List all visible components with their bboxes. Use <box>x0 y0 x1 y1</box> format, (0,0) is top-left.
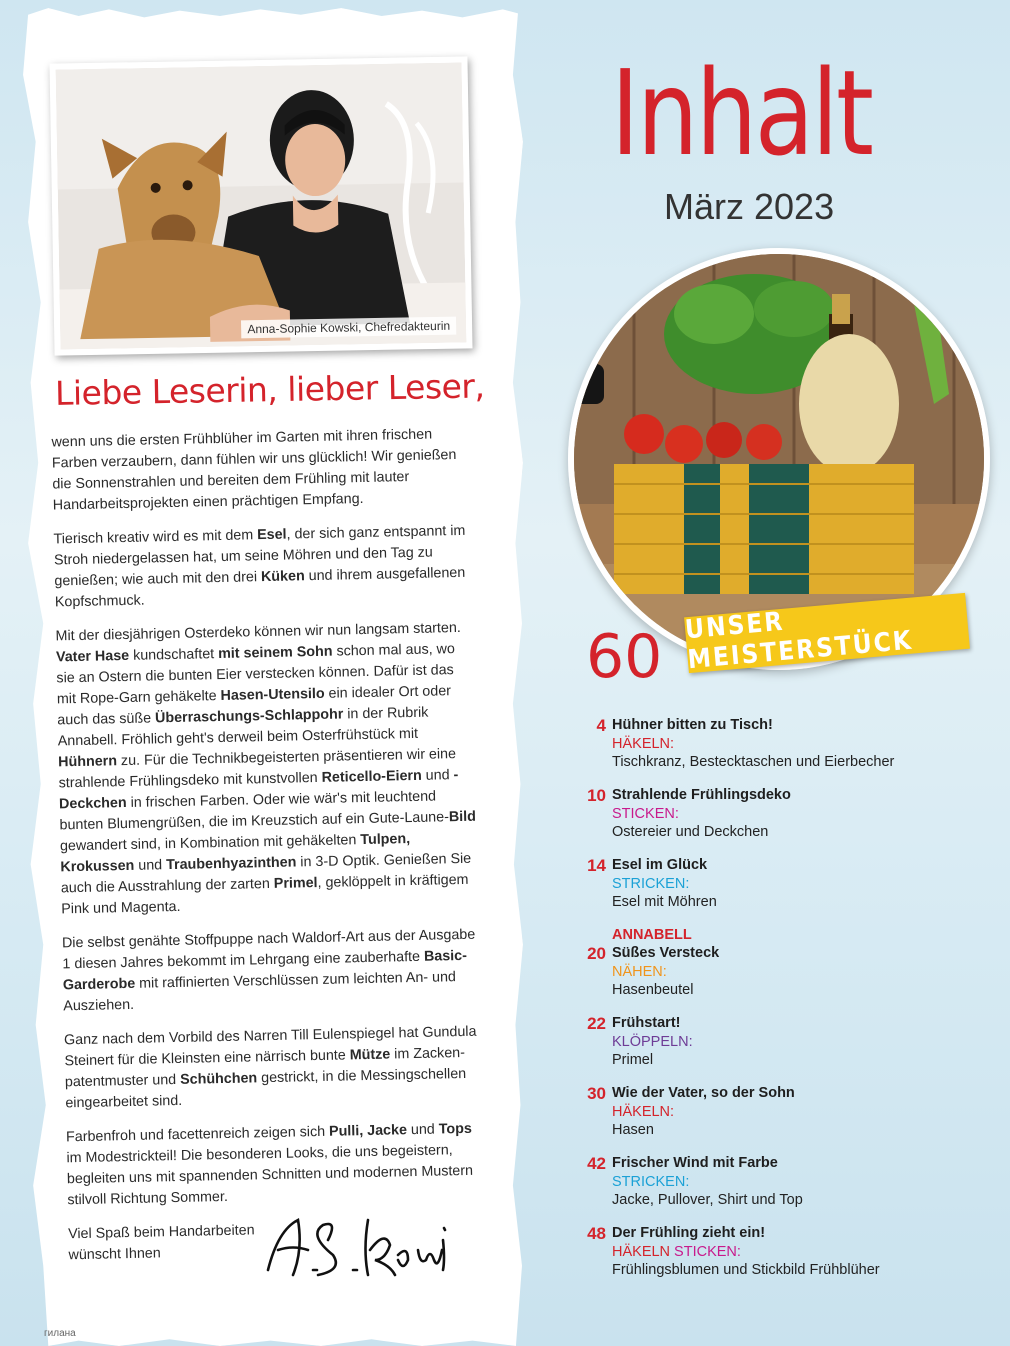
toc-entry-title: Wie der Vater, so der Sohn <box>612 1085 795 1101</box>
toc-page-number: 22 <box>587 1014 606 1033</box>
toc-entry-category: HÄKELN: <box>612 736 675 752</box>
watermark: гилана <box>44 1328 76 1339</box>
toc-entry-title: Strahlende Frühlingsdeko <box>612 787 791 803</box>
feature-label: UNSER MEISTERSTÜCK <box>684 593 970 673</box>
toc-page-number: 4 <box>596 716 606 735</box>
toc-entry-description: Esel mit Möhren <box>612 894 717 910</box>
page-title: Inhalt <box>610 44 872 182</box>
toc-entry-description: Ostereier und Deckchen <box>612 824 769 840</box>
toc-entry[interactable] <box>580 1154 1000 1210</box>
letter-signoff: Viel Spaß beim Handarbeiten wünscht Ihnen <box>67 1222 255 1264</box>
feature-page-number: 60 <box>586 622 663 692</box>
editor-photo <box>49 56 472 355</box>
letter-paragraph: Mit der diesjährigen Osterdeko können wir nun langsam starten. Vater Hase kundschaftet mit seinem Sohn schon mal aus, wo sie an Ostern die bunten Eier verstecken können. Dafür ist das mit Rope-Garn gehäkelte Hasen-Utensilo ein idealer Ort oder auch das süße Überraschungs-Schlappohr in der Rubrik Annabell. Fröhlich geht's derweil beim Osterfrühstück mit Hühnern zu. Für die Technikbegeisterten präsentieren wir eine strahlende Frühlingsdeko mit kunstvollen Reticello-Eiern und -Deckchen in frischen Farben. Oder wie wär's mit leuchtend bunten Blumengrüßen, die im Kreuzstich auf ein Gute-Laune-Bild gewandert sind, in Kombination mit gehäkelten Tulpen, Krokussen und Traubenhyazinthen in 3-D Optik. Genießen Sie auch die Ausstrahlung der zarten Primel, geklöppelt in kräftigem Pink und Magenta. <box>55 619 477 918</box>
handwritten-signature <box>258 1200 458 1290</box>
toc-page-number: 42 <box>587 1154 606 1173</box>
toc-entry-section: ANNABELL <box>612 927 692 943</box>
toc-entry[interactable] <box>580 1014 1000 1070</box>
photo-caption: Anna-Sophie Kowski, Chefredakteurin <box>241 317 456 339</box>
letter-paragraph: wenn uns die ersten Frühblüher im Garten mit ihren frischen Farben verzaubern, dann fühlen wir uns glücklich! Wir genießen die Sonnenstrahlen und bereiten dem Frühling mit lauter Handarbeitsprojekten einen prächtigen Empfang. <box>51 426 457 514</box>
toc-entry[interactable] <box>580 926 1000 1000</box>
toc-page-number: 10 <box>587 786 606 805</box>
toc-entry-category: HÄKELN STICKEN: <box>612 1244 741 1260</box>
toc-entry[interactable] <box>580 786 1000 842</box>
toc-entry-title: Frühstart! <box>612 1015 681 1031</box>
toc-page-number: 14 <box>587 856 606 875</box>
toc-entry[interactable] <box>580 1224 1000 1280</box>
toc-entry-description: Hasen <box>612 1122 654 1138</box>
toc-entry-category: STICKEN: <box>612 806 679 822</box>
toc-entry-description: Hasenbeutel <box>612 982 694 998</box>
toc-page-number: 20 <box>587 944 606 963</box>
letter-paragraph: Die selbst genähte Stoffpuppe nach Waldorf-Art aus der Ausgabe 1 diesen Jahres bekommt im Lehrgang eine zauberhafte Basic-Garderobe mit raffinierten Verschlüssen zum leichten An- und Ausziehen. <box>61 926 476 1015</box>
issue-date: März 2023 <box>664 186 835 227</box>
table-of-contents <box>580 716 1000 1294</box>
toc-entry-title: Frischer Wind mit Farbe <box>612 1155 778 1171</box>
toc-entry-title: Hühner bitten zu Tisch! <box>612 717 773 733</box>
toc-entry[interactable] <box>580 1084 1000 1140</box>
toc-entry-category: NÄHEN: <box>612 964 667 980</box>
toc-entry-category: HÄKELN: <box>612 1104 675 1120</box>
toc-entry-description: Frühlingsblumen und Stickbild Frühblüher <box>612 1262 880 1278</box>
letter-paragraph: Tierisch kreativ wird es mit dem Esel, der sich ganz entspannt im Stroh niedergelassen hat, um seine Möhren und den Tag zu genießen; wie auch mit den drei Küken und ihrem ausgefallenen Kopfschmuck. <box>53 522 466 611</box>
toc-entry-description: Jacke, Pullover, Shirt und Top <box>612 1192 803 1208</box>
toc-entry[interactable] <box>580 856 1000 912</box>
greeting-heading: Liebe Leserin, lieber Leser, <box>54 366 485 413</box>
editor-with-dog-image <box>56 62 467 349</box>
toc-entry-title: Süßes Versteck <box>612 945 720 961</box>
toc-entry-category: STRICKEN: <box>612 1174 690 1190</box>
letter-paragraph: Farbenfroh und facettenreich zeigen sich Pulli, Jacke und Tops im Modestrickteil! Die besonderen Looks, die uns begeistern, begleiten uns mit spannenden Schnitten und modernen Mustern stilvoll Richtung Sommer. <box>65 1120 474 1209</box>
toc-entry-title: Esel im Glück <box>612 857 708 873</box>
toc-page-number: 48 <box>587 1224 606 1243</box>
toc-entry-title: Der Frühling zieht ein! <box>612 1225 766 1241</box>
toc-entry-category: STRICKEN: <box>612 876 690 892</box>
letter-paragraph: Ganz nach dem Vorbild des Narren Till Eulenspiegel hat Gundula Steinert für die Kleinsten eine närrisch bunte Mütze im Zackenpatentmuster und Schühchen gestrickt, in die Messingschellen eingearbeitet sind. <box>63 1023 477 1112</box>
editorial-letter <box>51 424 486 1267</box>
toc-entry-description: Primel <box>612 1052 654 1068</box>
toc-entry[interactable] <box>580 716 1000 772</box>
toc-entry-description: Tischkranz, Bestecktaschen und Eierbecher <box>612 754 895 770</box>
toc-entry-category: KLÖPPELN: <box>612 1034 693 1050</box>
toc-page-number: 30 <box>587 1084 606 1103</box>
